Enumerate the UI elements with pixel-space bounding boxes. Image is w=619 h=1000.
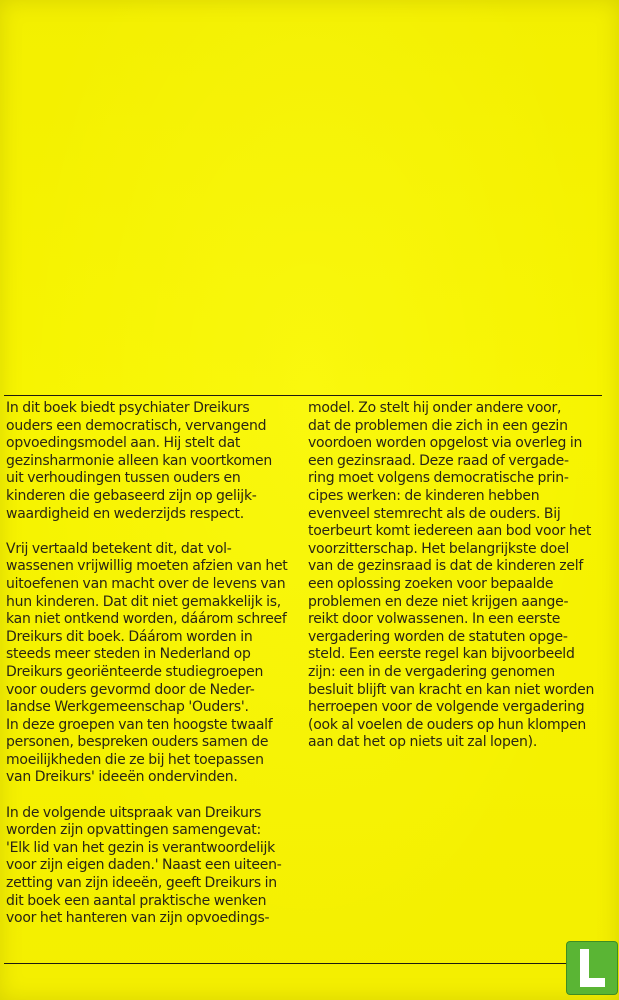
text-line: herroepen voor de volgende vergadering (308, 699, 585, 716)
text-line: besluit blijft van kracht en kan niet worden (308, 681, 595, 698)
text-line: cipes werken: de kinderen hebben (308, 487, 540, 504)
text-line: reikt door volwassenen. In een eerste (308, 611, 561, 628)
text-line: landse Werkgemeenschap 'Ouders'. (6, 699, 249, 716)
paragraph-gap (6, 523, 296, 541)
text-line: evenveel stemrecht als de ouders. Bij (308, 505, 561, 522)
text-line: voor het hanteren van zijn opvoedings- (6, 910, 270, 927)
text-line: ouders een democratisch, vervangend (6, 417, 267, 434)
text-line: kan niet ontkend worden, dáárom schreef (6, 611, 287, 628)
text-line: (ook al voelen de ouders op hun klompen (308, 716, 587, 733)
text-line: voorzitterschap. Het belangrijkste doel (308, 540, 569, 557)
text-line: steld. Een eerste regel kan bijvoorbeeld (308, 646, 575, 663)
text-line: zetting van zijn ideeën, geeft Dreikurs in (6, 875, 277, 892)
letter-l-icon (580, 949, 596, 987)
text-line: uit verhoudingen tussen ouders en (6, 470, 241, 487)
text-line: uitoefenen van macht over de levens van (6, 575, 286, 592)
text-line: aan dat het op niets uit zal lopen). (308, 734, 538, 751)
top-divider-line (4, 395, 602, 396)
text-line: voor ouders gevormd door de Neder- (6, 681, 255, 698)
text-line: personen, bespreken ouders samen de (6, 734, 269, 751)
text-line: steeds meer steden in Nederland op (6, 646, 251, 663)
paragraph-gap (6, 787, 296, 805)
text-line: Dreikurs dit boek. Dáárom worden in (6, 628, 253, 645)
text-line: moeilijkheden die ze bij het toepassen (6, 751, 264, 768)
text-line: dit boek een aantal praktische wenken (6, 892, 267, 909)
right-text-column (308, 400, 604, 752)
text-line: wassenen vrijwillig moeten afzien van het (6, 558, 288, 575)
text-line: voordoen worden opgelost via overleg in (308, 435, 583, 452)
text-line: waardigheid en wederzijds respect. (6, 505, 245, 522)
text-line: problemen en deze niet krijgen aange- (308, 593, 569, 610)
text-line: worden zijn opvattingen samengevat: (6, 822, 261, 839)
text-line: In dit boek biedt psychiater Dreikurs (6, 400, 250, 416)
text-line: toerbeurt komt iedereen aan bod voor het (308, 523, 592, 540)
text-line: In deze groepen van ten hoogste twaalf (6, 716, 273, 733)
left-text-column (6, 400, 296, 928)
lastdodo-badge-icon (567, 942, 617, 994)
text-line: Dreikurs georiënteerde studiegroepen (6, 663, 264, 680)
text-line: ring moet volgens democratische prin- (308, 470, 569, 487)
text-line: een oplossing zoeken voor bepaalde (308, 575, 554, 592)
text-line: hun kinderen. Dat dit niet gemakkelijk is, (6, 593, 282, 610)
text-line: voor zijn eigen daden.' Naast een uiteen- (6, 857, 282, 874)
text-line: van Dreikurs' ideeën ondervinden. (6, 769, 238, 786)
text-line: een gezinsraad. Deze raad of vergade- (308, 452, 569, 469)
text-line: opvoedingsmodel aan. Hij stelt dat (6, 435, 241, 452)
text-line: van de gezinsraad is dat de kinderen zelf (308, 558, 584, 575)
text-line: dat de problemen die zich in een gezin (308, 417, 568, 434)
text-line: 'Elk lid van het gezin is verantwoordelijk (6, 839, 276, 856)
text-line: gezinsharmonie alleen kan voortkomen (6, 452, 273, 469)
text-line: In de volgende uitspraak van Dreikurs (6, 804, 262, 821)
bottom-divider-line (4, 963, 602, 964)
text-line: model. Zo stelt hij onder andere voor, (308, 400, 562, 416)
text-line: vergadering worden de statuten opge- (308, 628, 568, 645)
text-line: kinderen die gebaseerd zijn op gelijk- (6, 487, 257, 504)
text-line: Vrij vertaald betekent dit, dat vol- (6, 540, 232, 557)
text-line: zijn: een in de vergadering genomen (308, 663, 555, 680)
